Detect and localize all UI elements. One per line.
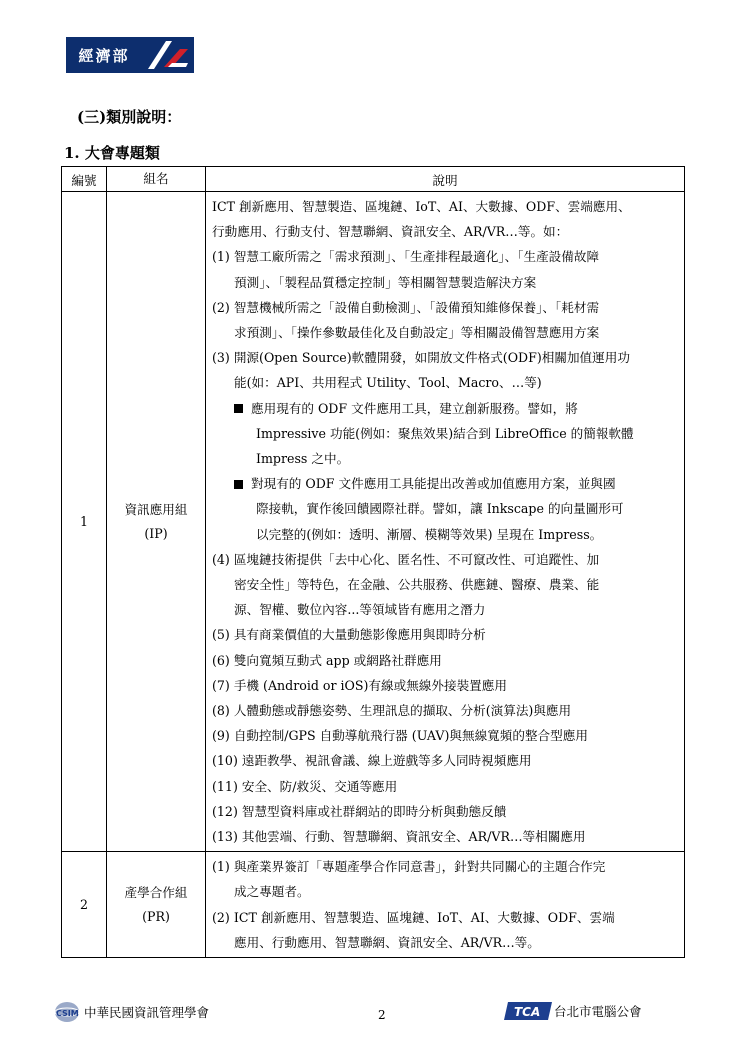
category-table (61, 166, 685, 958)
csim-globe-icon (54, 1000, 84, 1024)
table-row (62, 852, 685, 958)
desc-line-text: 行動應用、行動支付、智慧聯網、資訊安全、AR/VR…等。如： (212, 224, 569, 240)
desc-line-text: (11) 安全、防/救災、交通等應用 (212, 778, 398, 794)
sub-title: 1. 大會專題類 (64, 144, 160, 162)
group-cell (107, 852, 206, 958)
desc-line-text: (12) 智慧型資料庫或社群網站的即時分析與動態反饋 (212, 803, 507, 819)
row-number: 1 (62, 192, 107, 852)
desc-line (212, 496, 678, 521)
desc-line (212, 723, 678, 748)
desc-line (212, 572, 678, 597)
desc-line-text: (6) 雙向寬頻互動式 app 或網路社群應用 (212, 652, 442, 668)
desc-line (212, 522, 678, 547)
desc-line (212, 471, 678, 496)
square-bullet-icon (234, 480, 243, 489)
desc-line-text: 以完整的(例如：透明、漸層、模糊等效果) 呈現在 Impress。 (256, 526, 603, 542)
desc-line-text: (2) 智慧機械所需之「設備自動檢測」、「設備預知維修保養」、「耗材需 (212, 299, 600, 315)
desc-line-text: (9) 自動控制/GPS 自動導航飛行器 (UAV)與無線寬頻的整合型應用 (212, 728, 588, 744)
ministry-logo-text: 經濟部 (66, 37, 142, 73)
desc-line (212, 854, 678, 879)
header-desc: 說明 (206, 167, 685, 192)
group-name: 資訊應用組 (124, 501, 188, 517)
table-row (62, 192, 685, 852)
desc-line (212, 219, 678, 244)
desc-line-text: Impressive 功能(例如：聚焦效果)結合到 LibreOffice 的簡報軟體 (256, 425, 634, 441)
desc-line-text: ICT 創新應用、智慧製造、區塊鏈、IoT、AI、大數據、ODF、雲端應用、 (212, 199, 631, 214)
desc-line (212, 370, 678, 395)
desc-line (212, 244, 678, 269)
row-number: 2 (62, 852, 107, 958)
table-header-row (62, 167, 685, 192)
square-bullet-icon (234, 404, 243, 413)
footer-right (504, 1000, 642, 1022)
desc-line (212, 320, 678, 345)
desc-line-text: (10) 遠距教學、視訊會議、線上遊戲等多人同時視頻應用 (212, 753, 532, 769)
desc-line (212, 622, 678, 647)
desc-cell (206, 192, 685, 852)
header-no: 編號 (62, 167, 107, 192)
desc-line (212, 748, 678, 773)
desc-line-text: (4) 區塊鏈技術提供「去中心化、匿名性、不可竄改性、可追蹤性、加 (212, 551, 600, 567)
desc-line-text: 應用現有的 ODF 文件應用工具，建立創新服務。譬如，將 (251, 400, 578, 416)
desc-line (212, 930, 678, 955)
desc-line-text: Impress 之中。 (256, 451, 350, 467)
tca-logo-icon (504, 1000, 554, 1022)
desc-line-text: (1) 智慧工廠所需之「需求預測」、「生產排程最適化」、「生產設備故障 (212, 249, 600, 265)
svg-text:TCA: TCA (514, 1005, 541, 1019)
group-name: 產學合作組 (124, 884, 188, 900)
ministry-logo (66, 37, 194, 73)
desc-line-text: 求預測」、「操作參數最佳化及自動設定」等相關設備智慧應用方案 (234, 325, 600, 341)
desc-line (212, 295, 678, 320)
desc-line-text: (3) 開源(Open Source)軟體開發，如開放文件格式(ODF)相關加值運用功 (212, 350, 630, 366)
desc-line-text: (2) ICT 創新應用、智慧製造、區塊鏈、IoT、AI、大數據、ODF、雲端 (212, 909, 615, 925)
desc-line (212, 270, 678, 295)
desc-line-text: 能(如：API、共用程式 Utility、Tool、Macro、…等) (234, 375, 542, 391)
desc-line-text: 源、智權、數位內容...等領域皆有應用之潛力 (234, 602, 486, 618)
desc-line-text: 際接軌，實作後回饋國際社群。譬如，讓 Inkscape 的向量圖形可 (256, 501, 624, 517)
desc-line-text: 對現有的 ODF 文件應用工具能提出改善或加值應用方案，並與國 (251, 476, 616, 492)
desc-line-text: 預測」、「製程品質穩定控制」等相關智慧製造解決方案 (234, 274, 537, 290)
desc-line (212, 547, 678, 572)
desc-line (212, 824, 678, 849)
desc-line (212, 648, 678, 673)
desc-line-text: 應用、行動應用、智慧聯網、資訊安全、AR/VR…等。 (234, 934, 540, 950)
page-footer (0, 1000, 750, 1030)
group-code: (IP) (144, 525, 168, 541)
footer-left (54, 1000, 209, 1024)
desc-line (212, 446, 678, 471)
footer-left-text: 中華民國資訊管理學會 (84, 1005, 210, 1020)
desc-line (212, 698, 678, 723)
footer-right-text: 台北市電腦公會 (554, 1004, 642, 1019)
desc-line (212, 799, 678, 824)
group-code: (PR) (142, 908, 170, 924)
desc-line (212, 905, 678, 930)
section-title: (三)類別說明： (77, 108, 182, 126)
desc-line (212, 597, 678, 622)
ministry-logo-mark-icon (142, 37, 194, 73)
desc-line-text: (7) 手機 (Android or iOS)有線或無線外接裝置應用 (212, 677, 507, 693)
header-group: 組名 (107, 167, 206, 192)
desc-line-text: (5) 具有商業價值的大量動態影像應用與即時分析 (212, 627, 486, 643)
desc-line-text: (8) 人體動態或靜態姿勢、生理訊息的擷取、分析(演算法)與應用 (212, 703, 572, 719)
desc-line (212, 774, 678, 799)
desc-line (212, 396, 678, 421)
desc-cell (206, 852, 685, 958)
page-number: 2 (378, 1008, 386, 1022)
desc-line-text: 成之專題者。 (234, 884, 310, 900)
desc-line (212, 345, 678, 370)
desc-line (212, 673, 678, 698)
svg-text:CSIM: CSIM (56, 1009, 79, 1018)
group-cell (107, 192, 206, 852)
desc-line-text: (13) 其他雲端、行動、智慧聯網、資訊安全、AR/VR…等相關應用 (212, 829, 586, 845)
desc-line (212, 194, 678, 219)
desc-line (212, 421, 678, 446)
desc-line-text: (1) 與產業界簽訂「專題產學合作同意書」，針對共同關心的主題合作完 (212, 859, 606, 875)
desc-line-text: 密安全性」等特色，在金融、公共服務、供應鏈、醫療、農業、能 (234, 577, 600, 593)
desc-line (212, 879, 678, 904)
